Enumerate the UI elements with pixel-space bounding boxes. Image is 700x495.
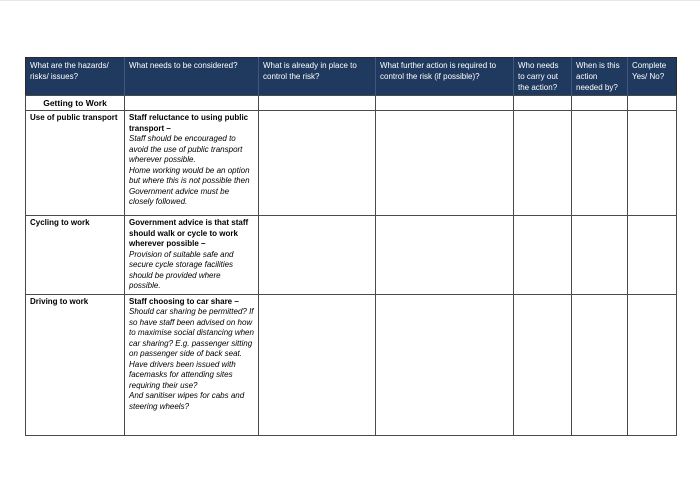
hazard-cell: Cycling to work [26,216,125,295]
considerations-paragraph: Should car sharing be permitted? If so have staff been advised on how to maximise social distancing when car sharing? E.g. passenger sitting on passenger side of back seat. [129,307,254,358]
when-cell [572,294,628,435]
who-cell [514,294,572,435]
who-cell [514,111,572,216]
page-top-edge [0,0,700,1]
section-row-getting-to-work [26,96,677,111]
considerations-paragraph: Home working would be an option but where this is not possible then Government advice must be closely followed. [129,165,250,206]
considerations-cell [125,111,259,216]
when-cell [572,111,628,216]
further-action-cell [376,216,514,295]
hazard-cell: Use of public transport [26,111,125,216]
considerations-paragraph: Provision of suitable safe and secure cycle storage facilities should be provided where possible. [129,249,234,290]
header-cell-when: When is this action needed by? [572,58,628,96]
considerations-lead: Staff choosing to car share – [129,296,239,306]
empty-cell [259,96,376,111]
table-row-driving [26,294,677,435]
who-cell [514,216,572,295]
considerations-lead: Staff reluctance to using public transport – [129,113,249,133]
considerations-cell [125,216,259,295]
header-cell-considered: What needs to be considered? [125,58,259,96]
risk-assessment-table [25,57,677,436]
further-action-cell [376,294,514,435]
table-header-row [26,58,677,96]
empty-cell [514,96,572,111]
section-title: Getting to Work [26,96,125,111]
header-cell-in-place: What is already in place to control the risk? [259,58,376,96]
header-cell-complete: Complete Yes/ No? [628,58,677,96]
complete-cell [628,111,677,216]
header-cell-who: Who needs to carry out the action? [514,58,572,96]
in-place-cell [259,294,376,435]
considerations-lead: Government advice is that staff should walk or cycle to work wherever possible – [129,218,249,248]
header-cell-hazards: What are the hazards/ risks/ issues? [26,58,125,96]
empty-cell [628,96,677,111]
empty-cell [125,96,259,111]
considerations-paragraph: Have drivers been issued with facemasks for attending sites requiring their use? [129,359,236,390]
considerations-cell [125,294,259,435]
in-place-cell [259,216,376,295]
complete-cell [628,216,677,295]
considerations-paragraph: Staff should be encouraged to avoid the use of public transport wherever possible. [129,134,243,164]
table-row-public-transport [26,111,677,216]
table-row-cycling [26,216,677,295]
empty-cell [572,96,628,111]
header-cell-further-action: What further action is required to control the risk (if possible)? [376,58,514,96]
further-action-cell [376,111,514,216]
considerations-paragraph: And sanitiser wipes for cabs and steering wheels? [129,391,245,411]
in-place-cell [259,111,376,216]
empty-cell [376,96,514,111]
complete-cell [628,294,677,435]
when-cell [572,216,628,295]
hazard-cell: Driving to work [26,294,125,435]
